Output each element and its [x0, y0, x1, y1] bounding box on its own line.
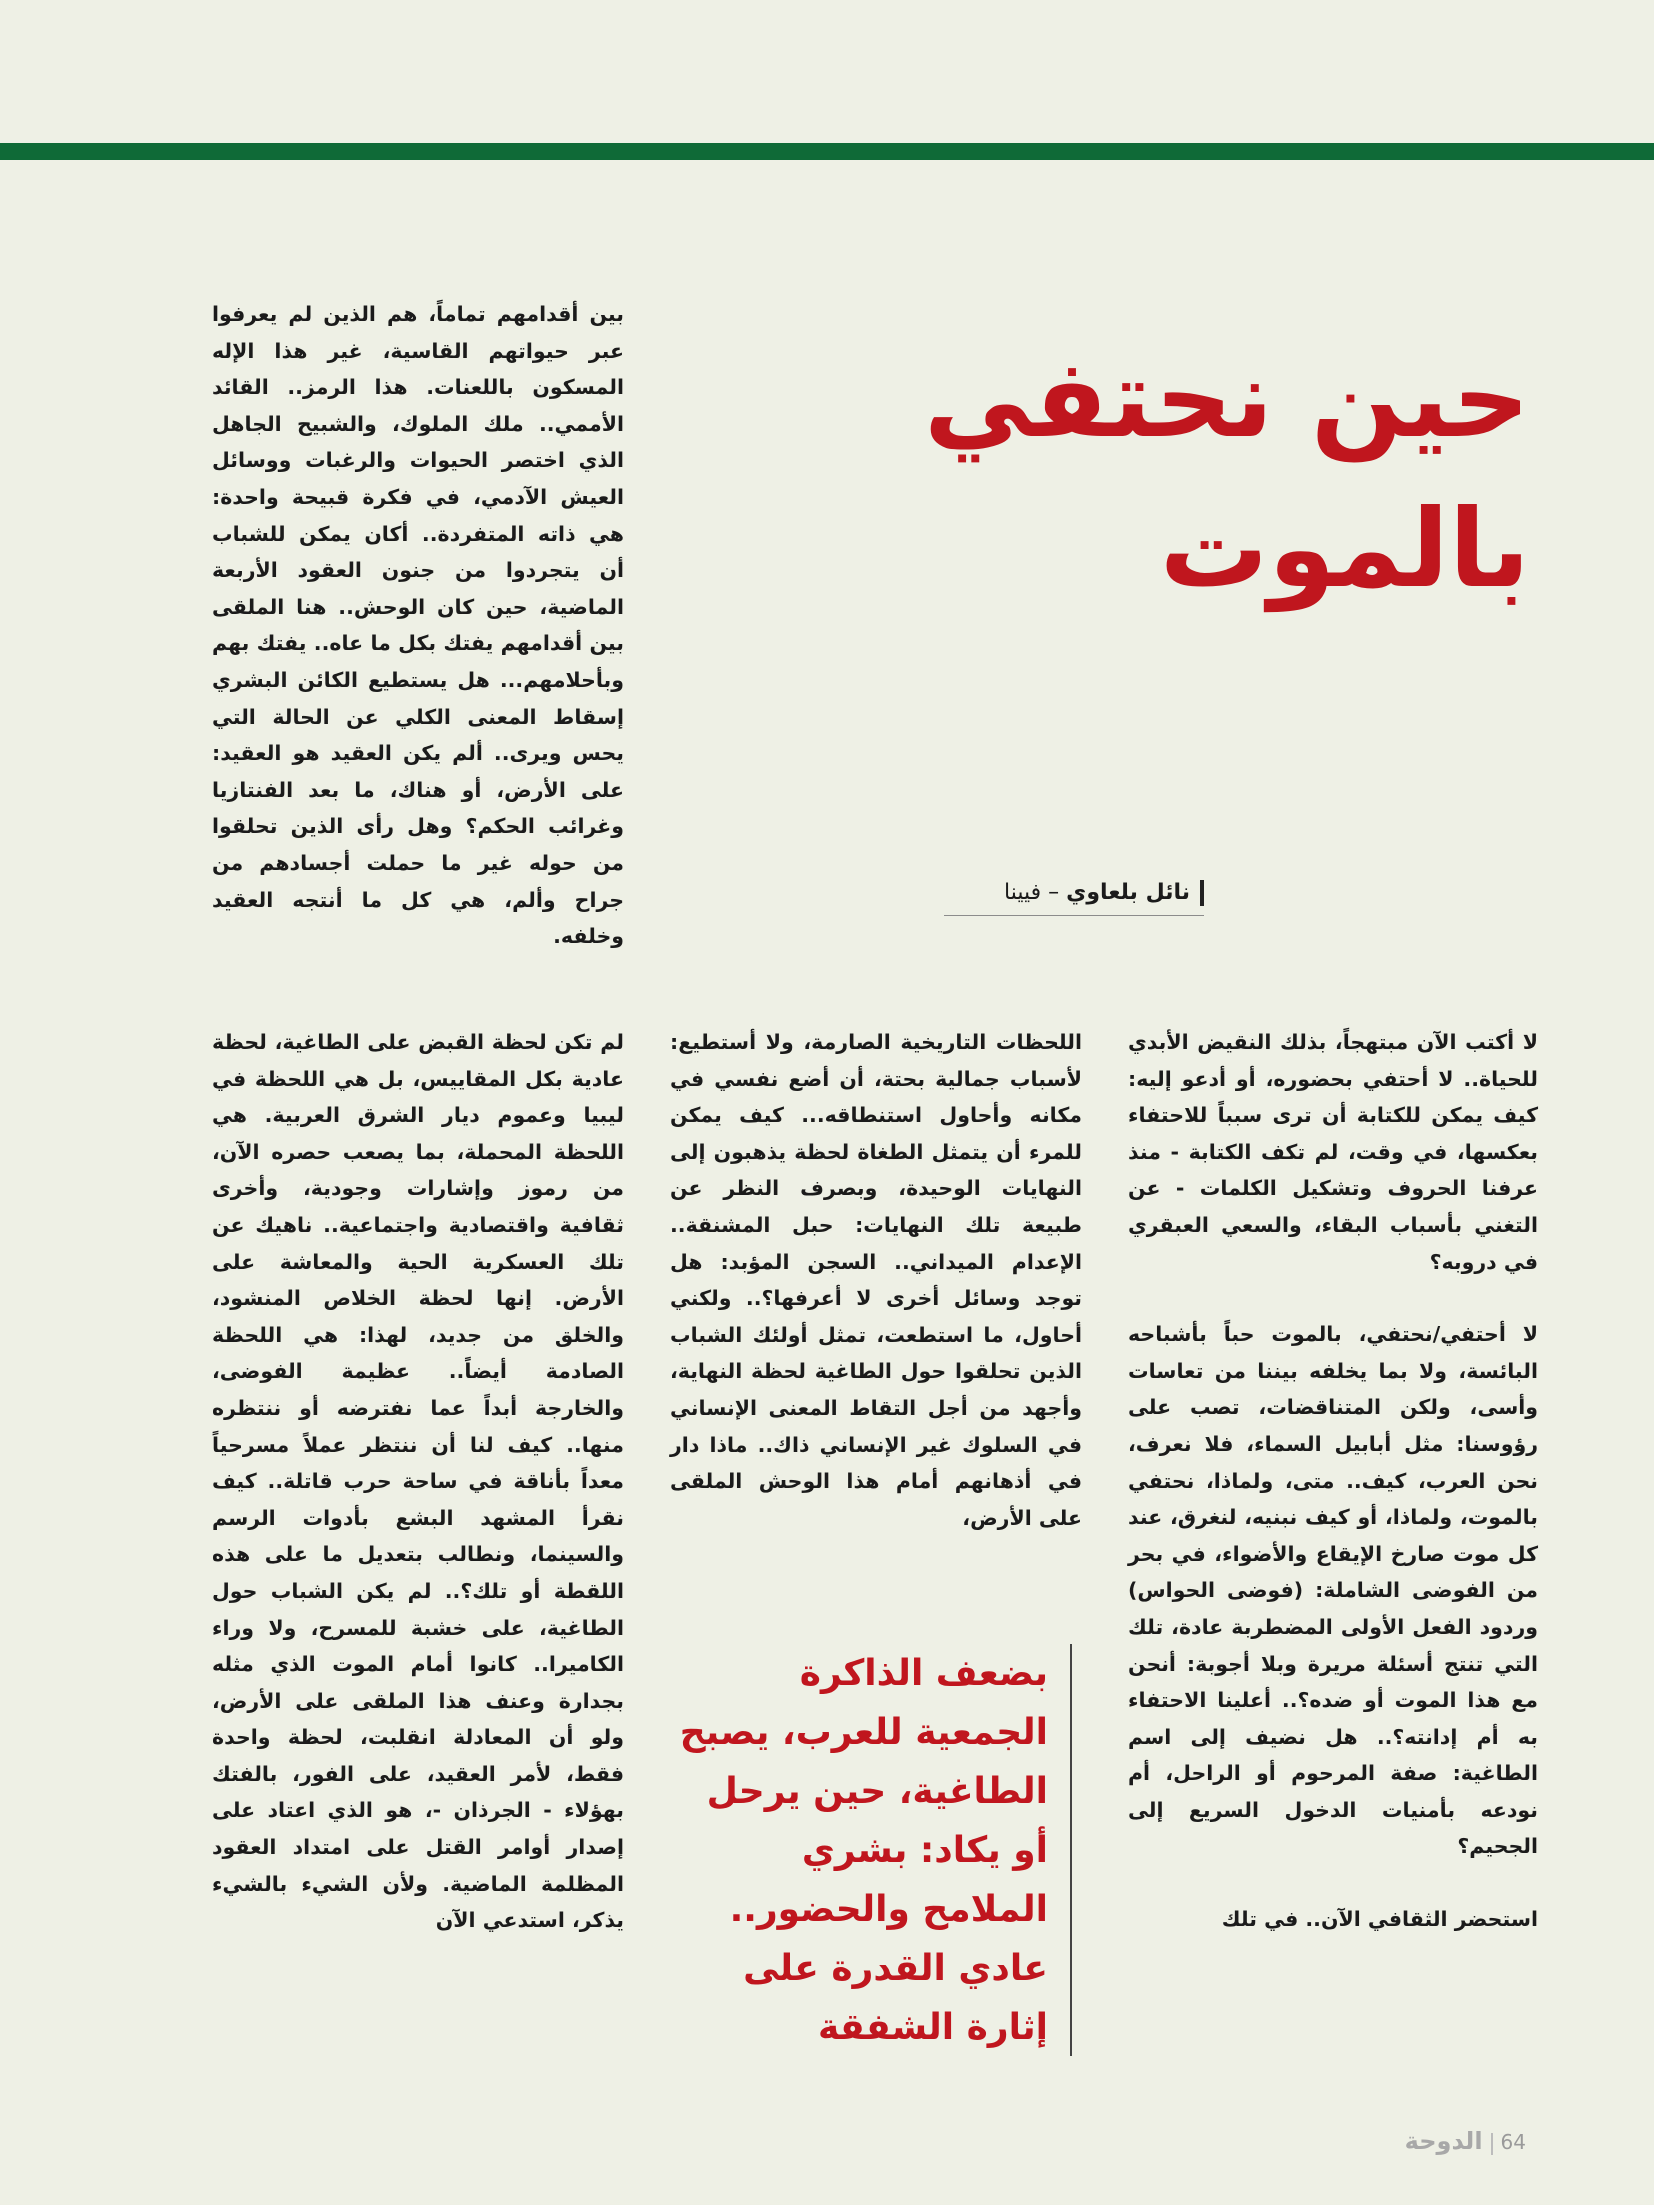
byline [944, 875, 1204, 916]
paragraph: استحضر الثقافي الآن.. في تلك [1221, 1907, 1538, 1932]
paragraph: لا أحتفي/نحتفي، بالموت حباً بأشباحه البائسة، ولا بما يخلفه بيننا من تعاسات وأسى، ولكن المتناقضات، تصب على رؤوسنا: مثل أبابيل السماء، فلا نعرف، نحن العرب، كيف.. متى، ولماذا، نحتفي بالموت، ولماذا، أو كيف نبنيه، لنغرق، عند كل موت صارخ الإيقاع والأضواء، في بحر من الفوضى الشاملة: (فوضى الحواس) وردود الفعل الأولى المضطربة عادة، تلك التي تنتج أسئلة مريرة وبلا أجوبة: أنحن مع هذا الموت أو ضده؟.. أعلينا الاحتفاء به أم إدانته؟.. هل نضيف إلى اسم الطاغية: صفة المرحوم أو الراحل، أم نودعه بأمنيات الدخول السريع إلى الجحيم؟ [1128, 1322, 1538, 1859]
paragraph: لم تكن لحظة القبض على الطاغية، لحظة عادية بكل المقاييس، بل هي اللحظة في ليبيا وعموم ديار الشرق العربية. هي اللحظة المحملة، بما يصعب حصره الآن، من رموز وإشارات وجودية، وأخرى ثقافية واقتصادية واجتماعية.. ناهيك عن تلك العسكرية الحية والمعاشة على الأرض. إنها لحظة الخلاص المنشود، والخلق من جديد، لهذا: هي اللحظة الصادمة أيضاً.. عظيمة الفوضى، والخارجة أبداً عما نفترضه أو ننتظره منها.. كيف لنا أن ننتظر عملاً مسرحياً معداً بأناقة في ساحة حرب قاتلة.. كيف نقرأ المشهد البشع بأدوات الرسم والسينما، ونطالب بتعديل ما على هذه اللقطة أو تلك؟.. لم يكن الشباب حول الطاغية، على خشبة للمسرح، ولا وراء الكاميرا.. كانوا أمام الموت الذي مثله بجدارة وعنف هذا الملقى على الأرض، ولو أن المعادلة انقلبت، لحظة واحدة فقط، لأمر العقيد، على الفور، بالفتك بهؤلاء - الجرذان -، هو الذي اعتاد على إصدار أوامر القتل على امتداد العقود المظلمة الماضية. ولأن الشيء بالشيء يذكر، استدعي الآن [212, 1030, 624, 1933]
left-column [212, 1024, 624, 1939]
middle-column [670, 1024, 1082, 1536]
folio-divider [1491, 2133, 1493, 2155]
author-name: نائل بلعاوي [1066, 880, 1190, 905]
title-line-2: بالموت [1159, 487, 1530, 612]
paragraph: اللحظات التاريخية الصارمة، ولا أستطيع: لأسباب جمالية بحتة، أن أضع نفسي في مكانه وأحاول استنطاقه... كيف يمكن للمرء أن يتمثل الطغاة لحظة يذهبون إلى النهايات الوحيدة، وبصرف النظر عن طبيعة تلك النهايات: حبل المشنقة.. الإعدام الميداني.. السجن المؤبد: هل توجد وسائل أخرى لا أعرفها؟.. ولكني أحاول، ما استطعت، تمثل أولئك الشباب الذين تحلقوا حول الطاغية لحظة النهاية، وأجهد من أجل التقاط المعنى الإنساني في السلوك غير الإنساني ذاك.. ماذا دار في أذهانهم أمام هذا الوحش الملقى على الأرض، [670, 1030, 1082, 1530]
author-location: – فيينا [1004, 880, 1060, 905]
byline-marker [1200, 880, 1204, 906]
top-left-column [212, 296, 624, 955]
article-title [830, 325, 1530, 625]
right-column [1128, 1024, 1538, 1938]
pull-quote: بضعف الذاكرة الجمعية للعرب، يصبح الطاغية، حين يرحل أو يكاد: بشري الملامح والحضور.. عادي القدرة على إثارة الشفقة [672, 1644, 1072, 2056]
paragraph: بين أقدامهم تماماً، هم الذين لم يعرفوا عبر حيواتهم القاسية، غير هذا الإله المسكون باللعنات. هذا الرمز.. القائد الأممي.. ملك الملوك، والشبيح الجاهل الذي اختصر الحيوات والرغبات ووسائل العيش الآدمي، في فكرة قبيحة واحدة: هي ذاته المتفردة.. أكان يمكن للشباب أن يتجردوا من جنون العقود الأربعة الماضية، حين كان الوحش.. هنا الملقى بين أقدامهم يفتك بكل ما عاه.. يفتك بهم وبأحلامهم... هل يستطيع الكائن البشري إسقاط المعنى الكلي عن الحالة التي يحس ويرى.. ألم يكن العقيد هو العقيد: على الأرض، أو هناك، ما بعد الفنتازيا وغرائب الحكم؟ وهل رأى الذين تحلقوا من حوله غير ما حملت أجسادهم من جراح وألم، هي كل ما أنتجه العقيد وخلفه. [212, 302, 624, 949]
page-number: 64 [1500, 2130, 1526, 2154]
paragraph: لا أكتب الآن مبتهجاً، بذلك النقيض الأبدي للحياة.. لا أحتفي بحضوره، أو أدعو إليه: كيف يمكن للكتابة أن ترى سبباً للاحتفاء بعكسها، في وقت، لم تكف الكتابة - منذ عرفنا الحروف وتشكيل الكلمات - عن التغني بأسباب البقاء، والسعي العبقري في دروبه؟ [1128, 1030, 1538, 1274]
magazine-name: الدوحة [1404, 2127, 1483, 2155]
page-folio [1376, 2126, 1526, 2156]
title-line-1: حين نحتفي [923, 337, 1530, 462]
top-color-band [0, 143, 1654, 160]
